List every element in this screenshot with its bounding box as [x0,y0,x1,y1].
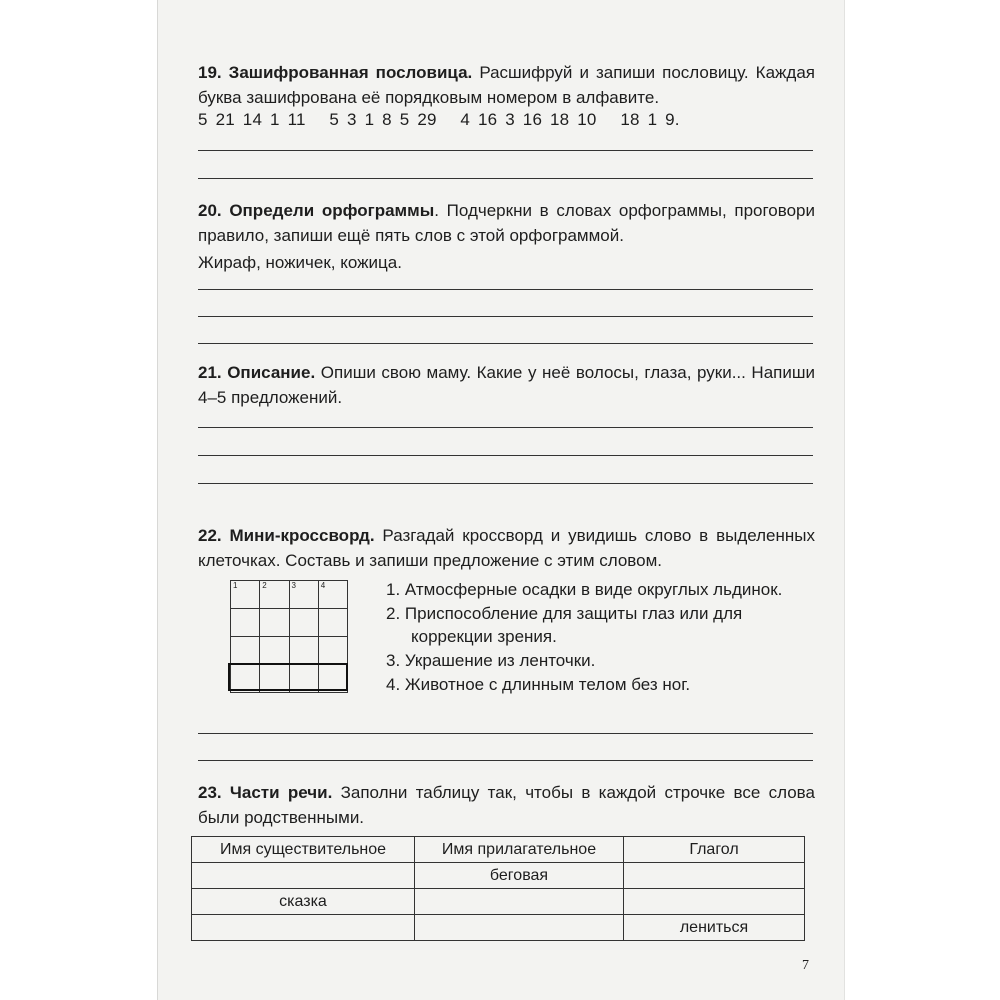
column-header: Глагол [624,837,805,863]
table-cell[interactable] [192,915,415,941]
crossword-cell[interactable]: 3 [289,581,318,609]
table-cell[interactable] [624,889,805,915]
table-cell[interactable] [415,915,624,941]
task-22 [198,523,815,573]
task-23-text: Заполни таблицу так, чтобы в каждой строчке все слова были родственными. [198,783,815,827]
task-21 [198,360,815,410]
task-20 [198,198,815,248]
crossword-cell[interactable] [318,637,347,665]
table-row [192,889,805,915]
highlighted-row [228,663,348,691]
task-19-title: 19. Зашифрованная пословица. [198,63,473,82]
table-cell[interactable]: лениться [624,915,805,941]
parts-of-speech-table [191,836,805,941]
table-cell[interactable]: сказка [192,889,415,915]
table-cell[interactable]: беговая [415,863,624,889]
task-20-words: Жираф, ножичек, кожица. [198,253,402,272]
task-19-text: Расшифруй и запиши пословицу. Каждая буква зашифрована её порядковым номером в алфавите. [198,63,815,107]
task-23-title: 23. Части речи. [198,783,333,802]
clue-item: 1. Атмосферные осадки в виде округлых льдинок. [386,580,783,599]
table-header-row [192,837,805,863]
clue-item: 4. Животное с длинным телом без ног. [386,675,691,694]
task-21-text: Опиши свою маму. Какие у неё волосы, глаза, руки... Напиши 4–5 предложений. [198,363,816,407]
table-row [192,915,805,941]
crossword-cell[interactable] [289,609,318,637]
answer-line [198,427,813,428]
answer-line [198,343,813,344]
answer-line [198,289,813,290]
page-number: 7 [802,958,809,973]
crossword-cell[interactable]: 4 [318,581,347,609]
table-row [192,863,805,889]
task-19 [198,60,815,110]
task-22-text: Разгадай кроссворд и увидишь слово в выделенных клеточках. Составь и запиши предложение с этим словом. [198,526,815,570]
crossword-cell[interactable]: 2 [260,581,289,609]
task-20-title: 20. Определи орфограммы [198,201,435,220]
column-header: Имя существительное [192,837,415,863]
answer-line [198,316,813,317]
task-22-title: 22. Мини-кроссворд. [198,526,375,545]
cipher-numbers: 5 21 14 1 11 5 3 1 8 5 29 4 16 3 16 18 10 18 1 9. [198,110,680,129]
column-header: Имя прилагательное [415,837,624,863]
crossword-clues [386,578,816,697]
crossword-cell[interactable] [260,637,289,665]
answer-line [198,760,813,761]
crossword-cell[interactable] [231,609,260,637]
task-21-title: 21. Описание. [198,363,316,382]
answer-line [198,733,813,734]
task-23 [198,780,815,830]
table-cell[interactable] [415,889,624,915]
answer-line [198,178,813,179]
table-cell[interactable] [192,863,415,889]
crossword-cell[interactable]: 1 [231,581,260,609]
answer-line [198,483,813,484]
crossword-cell[interactable] [231,637,260,665]
crossword-cell[interactable] [318,609,347,637]
crossword-cell[interactable] [289,637,318,665]
task-20-text: . Подчеркни в словах орфограммы, проговори правило, запиши ещё пять слов с этой орфограммой. [198,201,816,245]
crossword-cell[interactable] [260,609,289,637]
answer-line [198,455,813,456]
clue-item: 2. Приспособление для защиты глаз или для коррекции зрения. [386,604,743,646]
clue-item: 3. Украшение из ленточки. [386,651,596,670]
answer-line [198,150,813,151]
table-cell[interactable] [624,863,805,889]
